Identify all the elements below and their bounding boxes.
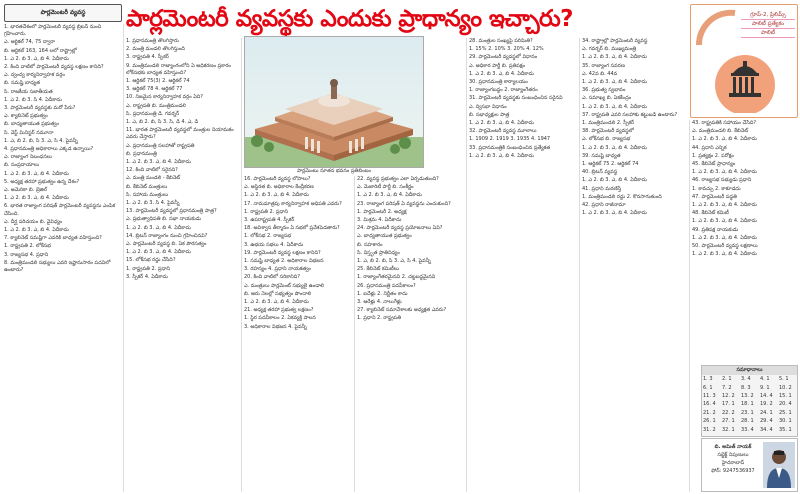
answer-cell: 29. 4 [760,418,773,425]
question-line: ఎ. గవర్నర్ బి. ముఖ్యమంత్రి [582,46,637,53]
answer-cell: 10. 2 [779,384,792,391]
question-line: 3. పార్లమెంటరీ వ్యవస్థకు మరో పేరు? [4,105,76,112]
answer-cell: 2. 1 [722,376,732,383]
question-line: 1. కావచ్చు 2. కాకూడదు [692,185,741,192]
question-line: బి. సభాధ్యక్షుల పాత్ర [469,111,510,118]
question-line: ఎ. మంత్రిమండలి బి. కేబినెట్ [692,128,749,135]
answer-cell: 4. 1 [760,376,770,383]
answer-cell: 24. 1 [760,409,773,416]
question-line: 1. రాజ్యాంగేతరమైనవి 2. చట్టబద్ధమైనవి [357,274,436,281]
question-line: ఎ. మంత్రులు పార్లమెంట్ సభ్యులై ఉండాలి [244,282,325,289]
question-line: 3. రహస్యం 4. ప్రధాని నాయకత్వం [244,266,311,273]
question-line: 3. రాజ్యసభ 4. ప్రధాని [4,251,49,258]
answers-row [702,392,797,400]
answer-cell: 31. 2 [703,426,716,433]
question-line: 25. కేబినెట్ కమిటీలు [357,266,400,273]
answer-cell: 30. 1 [779,418,792,425]
answer-cell: 19. 2 [760,401,773,408]
question-line: 1. ఎ 2. బి 3. ఎ, బి 4. ఏదీకాదు [692,202,757,209]
answer-cell: 34. 4 [760,426,773,433]
question-line: 1. మంత్రిమండలి రద్దు 2. కొనసాగుతుంది [582,193,662,200]
question-line: 15. లోక్‌సభ రద్దు చేసేది? [126,257,176,264]
question-line: 18. అవిశ్వాస తీర్మానం ఏ సభలో ప్రవేశపెడతారు? [244,225,340,232]
question-line: సి. విస్తృత ప్రాతినిధ్యం [357,249,400,256]
question-line: 3. మిశ్రమ 4. ఏదీకాదు [357,217,402,224]
question-line: 1. ఎ 2. బి 3. ఎ, బి 4. ఏదీకాదు [126,249,191,256]
answer-cell: 12. 2 [722,392,735,399]
answer-cell: 25. 1 [779,409,792,416]
answer-cell: 11. 3 [703,392,716,399]
question-line: 1. ప్రధాని 2. రాష్ట్రపతి [357,315,402,322]
question-line: 13. పార్లమెంటరీ వ్యవస్థలో ప్రధానమంత్రి పాత్ర? [126,208,217,215]
question-line: బి. కేబినెట్ మంత్రులు [126,183,168,190]
question-line: 38. పార్లమెంటరీ వ్యవస్థలో [582,128,634,135]
question-line: బి. ప్రధానమంత్రి [126,150,157,157]
question-line: ఎ. దీర్ఘ పరిచయం బి. వైవిధ్యం [4,218,63,225]
badge-arc-icon [695,9,739,49]
question-line: 33. ప్రధానమంత్రికి సంబంధించిన ప్రత్యేకత [469,144,551,151]
answers-row [702,375,797,383]
question-line: బి. సంప్రదాయాలు [4,162,40,169]
answer-cell: 8. 3 [741,384,751,391]
question-line: 4. ప్రధానమంత్రి అధికారాలు ఎక్కడ ఉన్నాయి? [4,146,94,153]
question-line: 1. ఎ 2. బి 3. ఎ, బి 4. ఏదీకాదు [582,79,647,86]
answer-cell: 7. 2 [722,384,732,391]
answer-cell: 21. 2 [703,409,716,416]
question-line: 42. ప్రధాని రాజీనామా [582,202,626,209]
question-line: 41. ప్రధాని మరణిస్తే [582,185,622,192]
question-line: ఎ. పార్లమెంటరీ వ్యవస్థ బి. ఏక పౌరసత్వం [126,241,207,248]
answer-cell: 13. 2 [741,392,754,399]
answers-grid [702,375,797,434]
question-line: 6. భారత రాజ్యాంగ పరిషత్ పార్లమెంటరీ వ్యవస్థను ఎంపిక చేసింది. [4,203,116,217]
question-line: 1. ఎ 2. బి 3. సి 4. పైవన్నీ [126,200,180,207]
photo-caption: పార్లమెంటు నూతన భవనం ప్రతిబింబం [296,168,372,174]
question-line: 1. ఎ 2. బి 3. ఎ, బి 4. ఏదీకాదు [692,251,757,258]
question-line: ఎ. లోక్‌సభ బి. రాజ్యసభ [582,136,631,143]
question-line: 10. నిజమైన కార్యనిర్వాహక వర్గం ఏది? [126,94,203,101]
question-line: 1. ఎ 2. బి 3. ఎ, బి 4. ఏదీకాదు [469,120,534,127]
headline: పార్లమెంటరీ వ్యవస్థకు ఎందుకు ప్రాధాన్యం ఇచ్చారు? [126,6,573,32]
question-line: 48. కేబినెట్ కమిటీ [692,210,729,217]
question-line: 1. ఐదేళ్లు 2. నిర్ణీతం కాదు [357,290,408,297]
question-line: 1. ఎ 2. బి 3. ఎ, బి 4. ఏదీకాదు [4,227,69,234]
question-line: 45. కేబినెట్ ప్రాధాన్యం [692,161,736,168]
question-line: 3. ఆరేళ్లు 4. నాలుగేళ్లు [357,299,402,306]
question-line: 26. ప్రధానమంత్రి పదవీకాలం? [357,282,416,289]
question-line: బి. సమష్టి బాధ్యత [4,80,41,87]
answer-cell: 33. 4 [741,426,754,433]
question-line: 5. అధ్యక్ష తరహా ప్రభుత్వం ఉన్న దేశం? [4,178,80,185]
question-line: 1. ఎ 2. బి 3. సి 4. ఏదీకాదు [4,96,62,103]
question-line: 1. ఆర్టికల్ 75(3) 2. ఆర్టికల్ 74 [126,78,190,85]
answers-title: సమాధానాలు [702,366,797,375]
question-line: 1. ప్రత్యక్షం 2. పరోక్షం [692,152,734,159]
question-line: 22. వ్యవస్థ ప్రభుత్వం ఎలా ఏర్పడుతుంది? [357,176,439,182]
question-line: 31. పార్లమెంటరీ వ్యవస్థకు సంబంధించిన సరైనవి [469,95,563,102]
question-line: 1. ఎ 2. బి 3. ఎ, బి 4. ఏదీకాదు [692,218,757,225]
question-line: 1. ఎ 2. బి 3. ఎ, బి 4. ఏదీకాదు [4,55,69,62]
answer-cell: 9. 1 [760,384,770,391]
author-phone: ఫోన్: 9247536937 [711,468,755,474]
question-line: 1. ఎ 2. బి 3. ఎ, బి 4. ఏదీకాదు [692,234,757,241]
question-column-5 [469,38,577,492]
question-line: సి. వెస్ట్ మినిస్టర్ నమూనా [4,129,54,136]
question-column-7 [692,120,796,362]
question-line: 32. పార్లమెంటరీ వ్యవస్థ మూలాలు [469,128,537,135]
question-line: ఎ. ప్రధానమంత్రి సలహాతో రాష్ట్రపతి [126,142,195,149]
question-line: ఎ. సమాఖ్య బి. ఏకకేంద్రం [582,95,632,102]
badge [690,4,798,118]
question-column-1 [4,24,122,492]
question-line: 1. సమష్టి బాధ్యత 2. అధికారాల విభజన [244,258,324,265]
question-line: 1. ఎ, బి 2. బి, సి 3. సి, డి 4. ఎ, డి [126,119,199,126]
question-line: సి. సహాయ మంత్రులు [126,191,169,198]
question-line: ఎ. ద్విసభా విధానం [469,103,507,110]
question-line: 3. ఉపరాష్ట్రపతి 4. స్పీకర్ [244,217,295,224]
answer-cell: 1. 3 [703,376,713,383]
question-line: ఎ. అధికార పార్టీ బి. ప్రతిపక్షం [469,62,526,69]
question-line: 1. ఎ 2. బి 3. ఎ, బి 4. ఏదీకాదు [4,195,69,202]
question-line: 50. పార్లమెంటరీ వ్యవస్థ లక్షణాలు [692,243,758,250]
question-line: ఎ. 42వ బి. 44వ [582,70,618,77]
question-line: ఎ. రాజ్యాంగ నిబంధనలు [4,154,52,161]
question-line: 1. 15% 2. 10% 3. 20% 4. 12% [469,46,544,53]
question-column-4 [357,176,464,492]
author-box [701,438,798,492]
question-line: ఎ. క్యాబినెట్ ప్రభుత్వం [4,113,48,120]
answer-cell: 17. 1 [722,401,735,408]
question-line: 1. భారతదేశంలో పార్లమెంటరీ వ్యవస్థ బ్రిటన్ నుంచి గ్రహించారు. [4,24,102,38]
question-line: 1. రాష్ట్రపతి 2. ప్రధాని [244,208,289,215]
question-line: ఎ. అస్థిరత బి. అధికారాల కేంద్రీకరణ [244,184,314,191]
author-name: బి. అమిత్ నాయక్ [714,444,752,450]
question-line: 1. ఎ 2. బి 3. ఎ, బి 4. ఏదీకాదు [244,192,309,199]
question-line: 34. రాష్ట్రాల్లో పార్లమెంటరీ వ్యవస్థ [582,38,648,44]
question-line: 1. ఆర్టికల్ 75 2. ఆర్టికల్ 74 [582,161,639,168]
question-line: బి. ఆరు నెలల్లో సభ్యత్వం పొందాలి [244,290,312,297]
question-line: 1. ఎ 2. బి 3. ఎ, బి 4. ఏదీకాదు [692,136,757,143]
question-line: 30. ప్రధానమంత్రి కార్యాలయం [469,79,528,86]
question-line: 1. ఎ 2. బి 3. ఎ, బి 4. ఏదీకాదు [582,210,647,217]
answer-cell: 27. 1 [722,418,735,425]
question-line: 40. బ్రిటన్ వ్యవస్థ [582,169,618,176]
question-line: 11. భారత పార్లమెంటరీ వ్యవస్థలో మంత్రుల నియామకం ఎవరు చేస్తారు? [126,127,234,141]
question-line: సి. రాజకీయ సజాతీయత [4,88,53,95]
question-line: 44. ప్రధాని ఎన్నిక [692,144,727,151]
answer-cell: 18. 1 [741,401,754,408]
question-line: 3. అధికారాల విభజన 4. పైవన్నీ [244,323,307,330]
question-line: 2. కింది వాటిలో పార్లమెంటరీ వ్యవస్థ లక్షణం కానిది? [4,64,104,71]
question-line: 49. ప్రతిపక్ష నాయకుడు [692,226,739,233]
question-line: 1. ఎ 2. బి 3. ఎ, బి 4. ఏదీకాదు [692,169,757,176]
answer-cell: 20. 4 [779,401,792,408]
answer-cell: 22. 2 [722,409,735,416]
badge-line: గ్రూప్-2, ప్రిలిమ్స్ [741,11,795,20]
question-column-6 [582,38,688,492]
question-line: 28. మంత్రుల సంఖ్యపై పరిమితి? [469,38,533,44]
question-line: 1. ఎ 2. బి 3. ఎ, బి 4. ఏదీకాదు [244,299,309,306]
question-line: 1. రాష్ట్రపతి 2. ప్రధాని [126,265,171,272]
answers-row [702,417,797,425]
question-line: 29. పార్లమెంటరీ వ్యవస్థలో విధానం [469,54,538,61]
question-line: 19. పార్లమెంటరీ వ్యవస్థ లక్షణం కానిది? [244,249,321,256]
question-line: 3. రాష్ట్రపతి 4. స్పీకర్ [126,54,169,61]
question-line: 27. క్యాబినెట్ సమావేశాలకు అధ్యక్షత ఎవరు? [357,307,447,314]
answers-row [702,400,797,408]
answer-cell: 16. 4 [703,401,716,408]
answer-cell: 14. 4 [760,392,773,399]
question-line: బి. ఆర్టికల్ 163, 164 లలో రాష్ట్రాల్లో [4,47,77,54]
answers-table [701,365,798,437]
answers-row [702,409,797,417]
question-line: 24. పార్లమెంటరీ వ్యవస్థ ప్రయోజనాలు ఏవి? [357,225,443,232]
answer-cell: 3. 4 [741,376,751,383]
question-line: 1. రాజ్యాంగబద్ధం 2. రాజ్యాంగేతరం [469,87,538,94]
question-line: 39. సమష్టి బాధ్యత [582,152,621,159]
question-line: సి. ప్రధానమంత్రి డి. గవర్నర్ [126,110,180,117]
question-line: 1. స్థిర పదవీకాలం 2. ఏకవ్యక్తి పాలన [244,315,316,322]
question-line: ఎ. బాధ్యతాయుత ప్రభుత్వం [357,233,412,240]
question-line: 43. రాష్ట్రపతికి సహాయం చేసేది? [692,120,757,126]
question-line: 14. బ్రిటన్ రాజ్యాంగం నుంచి గ్రహించినవి? [126,232,208,239]
question-line: 1. ఎ 2. బి 3. ఎ, బి 4. ఏదీకాదు [582,103,647,110]
answer-cell: 15. 1 [779,392,792,399]
question-line: 1. పార్లమెంటరీ 2. అధ్యక్ష [357,208,407,215]
question-line: 46. రాజ్యసభ సభ్యుడు ప్రధాని [692,177,752,184]
answer-cell: 35. 1 [779,426,792,433]
answer-cell: 5. 1 [779,376,789,383]
question-line: 8. మంత్రిమండలి సభ్యులు ఎవరి ఇష్టానుసారం పదవిలో ఉంటారు? [4,259,111,274]
badge-line: పాలిటీ [741,29,795,38]
question-line: ఎ. మంత్రి మండలి - కేబినెట్ [126,175,181,182]
question-line: 16. పార్లమెంటరీ వ్యవస్థ లోపాలు? [244,176,311,182]
question-line: 7. క్యాబినెట్ సమష్టిగా ఎవరికి బాధ్యత వహిస్తుంది? [4,235,102,242]
topic-label: పార్లమెంటరీ వ్యవస్థ [4,4,122,22]
parliament-photo [244,36,424,168]
answer-cell: 23. 1 [741,409,754,416]
question-line: ఎ. అమెరికా బి. బ్రెజిల్ [4,187,47,194]
question-line: ఎ. ఆర్టికల్ 74, 75 ద్వారా [4,39,56,46]
question-line: 1. ఎ 2. బి 3. ఎ, బి 4. ఏదీకాదు [582,144,647,151]
question-line: 1. ఎ 2. బి 3. ఎ, బి 4. ఏదీకాదు [357,192,422,199]
question-line: 17. నామమాత్రపు కార్యనిర్వాహక అధిపతి ఎవరు? [244,200,342,207]
question-line: 1. మంత్రిమండలి 2. స్పీకర్ [582,120,635,127]
question-line: 1. ఎ, బి 2. బి, సి 3. ఎ, సి 4. పైవన్నీ [4,137,78,144]
question-line: 1. ఎ 2. బి 3. ఎ, బి 4. ఏదీకాదు [582,54,647,61]
badge-lines [741,11,795,38]
question-line: 36. ప్రభుత్వ స్వభావం [582,87,626,94]
question-line: 1. ఎ 2. బి 3. ఎ, బి 4. ఏదీకాదు [469,152,534,159]
answer-cell: 26. 1 [703,418,716,425]
answers-row [702,383,797,391]
question-line: 35. రాజ్యాంగ సవరణ [582,62,625,69]
question-line: 23. రాజ్యాంగ పరిషత్ ఏ వ్యవస్థను ఎంచుకుంది? [357,200,451,207]
question-column-2 [126,38,240,492]
question-line: 2. మంత్రి మండలి తొలగిస్తుంది [126,46,185,53]
badge-line: పాలిటీ ప్రత్యేకం [741,20,795,29]
question-line: 3. స్పీకర్ 4. ఏదీకాదు [126,273,168,280]
question-line: 20. కింది వాటిలో సరికానిది? [244,274,300,281]
parliament-building-icon [697,45,793,113]
question-line: బి. బాధ్యతాయుత ప్రభుత్వం [4,121,59,128]
question-line: ఎ. రాష్ట్రపతి బి. మంత్రిమండలి [126,102,186,109]
question-line: 1. ఎ, బి 2. బి, సి 3. ఎ, సి 4. పైవన్నీ [357,258,431,265]
author-role: సబ్జెక్ట్ నిపుణులు [717,452,749,458]
question-line: 1. రాష్ట్రపతి 2. లోక్‌సభ [4,243,51,250]
question-line: 37. రాష్ట్రపతి ఎవరి సలహాకు కట్టుబడి ఉంటారు? [582,111,678,118]
question-line: 3. ఉభయ సభలు 4. ఏదీకాదు [244,241,304,248]
answer-cell: 32. 1 [722,426,735,433]
answer-cell: 28. 1 [741,418,754,425]
question-line: 47. పార్లమెంటరీ పద్ధతి [692,193,737,200]
answer-cell: 6. 1 [703,384,713,391]
question-line: 1. ఎ 2. బి 3. ఎ, బి 4. ఏదీకాదు [4,170,69,177]
question-line: బి. సహకారం [357,241,383,248]
question-line: 1. ఎ 2. బి 3. ఎ, బి 4. ఏదీకాదు [582,177,647,184]
question-line: 1. ఎ 2. బి 3. ఎ, బి 4. ఏదీకాదు [469,70,534,77]
answers-row [702,425,797,433]
question-line: 9. మంత్రిమండలి రాజ్యాంగంలోని ఏ అధికరణం ప్రకారం లోక్‌సభకు బాధ్యత వహిస్తుంది? [126,62,231,76]
question-line: 1. లోక్‌సభ 2. రాజ్యసభ [244,233,292,240]
question-line: 12. కింది వాటిలో సరైనది? [126,167,178,174]
question-line: 1. 1909 2. 1919 3. 1935 4. 1947 [469,136,551,143]
question-column-3 [244,176,352,492]
author-photo [763,442,795,488]
author-place: హైదరాబాద్ [721,460,745,466]
question-line: 21. అధ్యక్ష తరహా ప్రభుత్వ లక్షణం? [244,307,314,314]
author-text [705,443,761,475]
question-line: ఎ. ప్రభుత్వాధిపతి బి. సభా నాయకుడు [126,216,201,223]
question-line: 1. ఎ 2. బి 3. ఎ, బి 4. ఏదీకాదు [126,159,191,166]
question-line: 3. ఆర్టికల్ 78 4. ఆర్టికల్ 77 [126,86,183,93]
question-line: ఎ. ద్వంద్వ కార్యనిర్వాహక వర్గం [4,72,65,79]
question-line: 1. ప్రధానమంత్రి తొలగిస్తారు [126,38,179,44]
question-line: 1. ఎ 2. బి 3. ఎ, బి 4. ఏదీకాదు [126,224,191,231]
question-line: ఎ. మెజారిటీ పార్టీ బి. సంకీర్ణం [357,184,414,191]
